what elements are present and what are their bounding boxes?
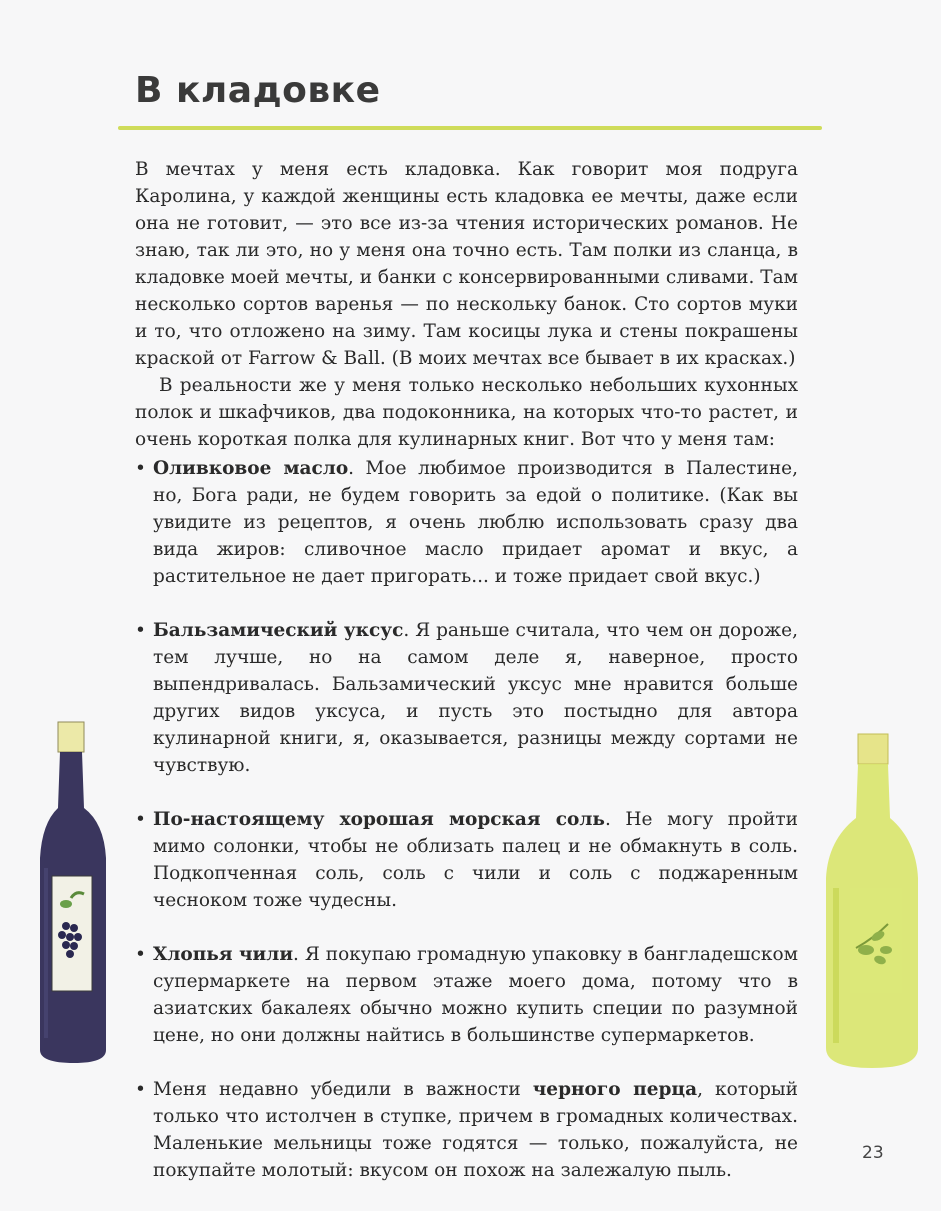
intro-paragraph-2: В реальности же у меня только несколько небольших кухонных полок и шкафчиков, два подоконника, на которых что-то растет, и очень короткая полка для кулинарных книг. Вот что у меня там: (135, 375, 798, 450)
title-underline (118, 126, 822, 130)
bullet: • (135, 1079, 146, 1100)
item-text: . Мое любимое производится в Палестине, но, Бога ради, не будем говорить за едой о политике. (Как вы увидите из рецептов, я очень люблю использовать сразу два вида жиров: сливочное масло придает аромат и вкус, а растительное не дает пригорать... и тоже придает свой вкус.) (153, 458, 798, 587)
item-pre-text: Меня недавно убедили в важности (153, 1079, 533, 1100)
intro-paragraph-1: В мечтах у меня есть кладовка. Как говорит моя подруга Каролина, у каждой женщины есть кладовка ее мечты, даже если она не готовит, — это все из-за чтения исторических романов. Не знаю, так ли это, но у меня она точно есть. Там полки из сланца, в кладовке моей мечты, и банки с консервированными сливами. Там несколько сортов варенья — по нескольку банок. Сто сортов муки и то, что отложено на зиму. Там косицы лука и стены покрашены краской от Farrow & Ball. (В моих мечтах все бывает в их красках.) (135, 159, 798, 369)
olive-oil-bottle-illustration (822, 728, 922, 1080)
item-text: . Не могу пройти мимо солонки, чтобы не облизать палец и не обмакнуть в соль. Подкопченная соль, соль с чили и соль с поджаренным чесноком тоже чудесны. (153, 809, 799, 911)
bullet: • (135, 458, 146, 479)
list-item-sea-salt (135, 806, 798, 914)
page-number: 23 (862, 1143, 884, 1163)
list-item-black-pepper (135, 1076, 798, 1184)
list-item-balsamic (135, 617, 798, 779)
page-title: В кладовке (135, 70, 381, 111)
item-term: Бальзамический уксус (153, 620, 404, 641)
intro-text (135, 156, 798, 453)
bullet: • (135, 809, 146, 830)
item-text: . Я раньше считала, что чем он дороже, тем лучше, но на самом деле я, наверное, просто выпендривалась. Бальзамический уксус мне нравится больше других видов уксуса, и пусть это постыдно для автора кулинарной книги, я, оказывается, разницы между сортами не чувствую. (153, 620, 798, 776)
list-item-olive-oil (135, 455, 798, 590)
item-text: , который только что истолчен в ступке, причем в громадных количествах. Маленькие мельницы тоже годятся — только, пожалуйста, не покупайте молотый: вкусом он похож на залежалую пыль. (153, 1079, 798, 1181)
bullet: • (135, 620, 146, 641)
item-text: . Я покупаю громадную упаковку в бангладешском супермаркете на первом этаже моего дома, потому что в азиатских бакалеях обычно можно купить специи по разумной цене, но они должны найтись в большинстве супермаркетов. (153, 944, 798, 1046)
item-term: По-настоящему хорошая морская соль (153, 809, 605, 830)
bullet: • (135, 944, 146, 965)
item-term: Оливковое масло (153, 458, 349, 479)
vinegar-bottle-illustration (34, 718, 112, 1078)
list-item-chili-flakes (135, 941, 798, 1049)
pantry-list (135, 455, 798, 1211)
item-term: черного перца (532, 1079, 698, 1100)
item-term: Хлопья чили (153, 944, 294, 965)
